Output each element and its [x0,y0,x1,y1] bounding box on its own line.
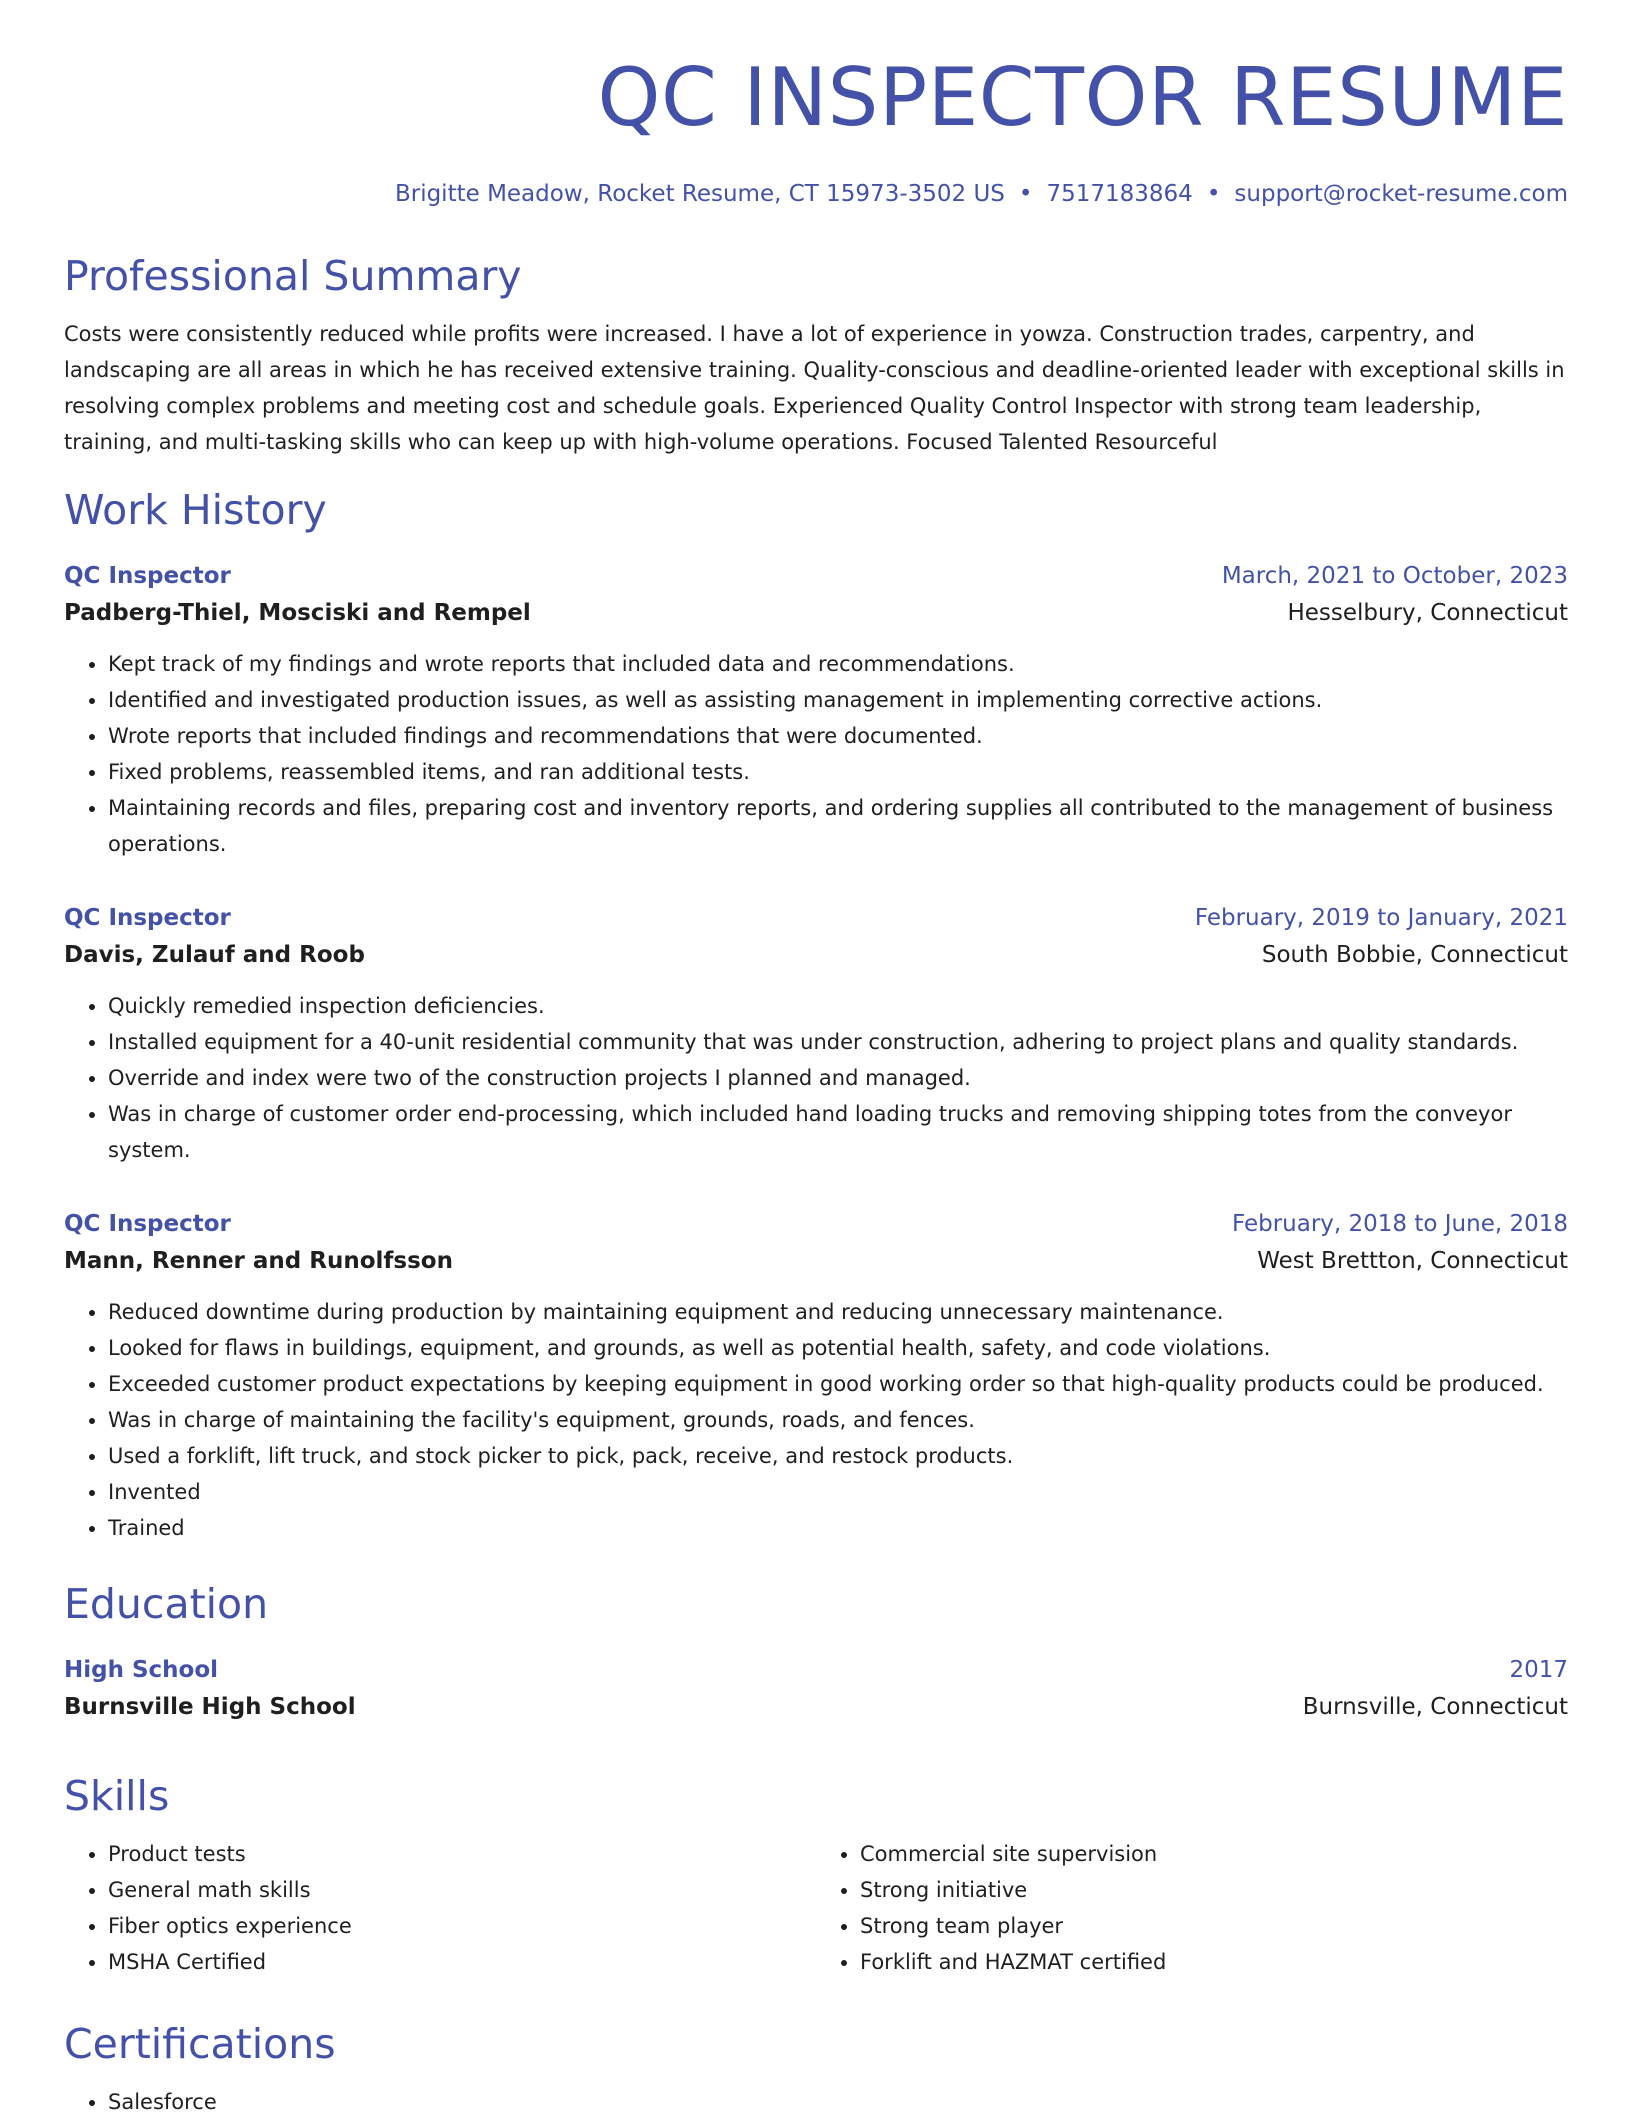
certifications-list [64,2084,1568,2120]
list-item: • Forklift and HAZMAT certified [860,1944,1568,1980]
list-item: • Kept track of my findings and wrote reports that included data and recommendations. [108,646,1568,682]
skills-column-left [64,1836,816,1980]
summary-text: Costs were consistently reduced while profits were increased. I have a lot of experience in yowza. Construction trades, carpentry, and landscaping are all areas in which he has received extensive training. Quality-conscious and deadline-oriented leader with exceptional skills in resolving complex problems and meeting cost and schedule goals. Experienced Quality Control Inspector with strong team leadership, training, and multi-tasking skills who can keep up with high-volume operations. Focused Talented Resourceful [64,322,1565,454]
contact-phone: 7517183864 [1046,181,1193,207]
list-item: • MSHA Certified [108,1944,816,1980]
list-item: • Fiber optics experience [108,1908,816,1944]
education-entry [64,1652,1568,1726]
list-item: • Used a forklift, lift truck, and stock picker to pick, pack, receive, and restock products. [108,1438,1568,1474]
skills-heading: Skills [64,1772,170,1820]
job-location: West Brettton, Connecticut [1257,1248,1568,1274]
job-bullets [64,1294,1568,1546]
list-item: • Was in charge of customer order end-processing, which included hand loading trucks and removing shipping totes from the conveyor system. [108,1096,1568,1168]
job-location: South Bobbie, Connecticut [1261,942,1568,968]
job-entry [64,900,1568,1168]
contact-separator: • [1206,181,1221,207]
list-item: • Invented [108,1474,1568,1510]
job-bullets [64,646,1568,862]
list-item: • Strong team player [860,1908,1568,1944]
education-school: Burnsville High School [64,1694,356,1720]
job-title: QC Inspector [64,905,231,931]
list-item: • Override and index were two of the construction projects I planned and managed. [108,1060,1568,1096]
job-dates: March, 2021 to October, 2023 [1221,563,1568,589]
list-item: • General math skills [108,1872,816,1908]
contact-separator: • [1018,181,1033,207]
certifications-heading: Certifications [64,2020,336,2068]
job-title: QC Inspector [64,563,231,589]
job-dates: February, 2019 to January, 2021 [1194,905,1568,931]
education-location: Burnsville, Connecticut [1302,1694,1568,1720]
resume-title: QC INSPECTOR RESUME [597,51,1568,144]
contact-line [64,178,1568,210]
job-bullets [64,988,1568,1168]
list-item: • Looked for flaws in buildings, equipment, and grounds, as well as potential health, safety, and code violations. [108,1330,1568,1366]
job-location: Hesselbury, Connecticut [1287,600,1568,626]
skills-column-right [816,1836,1568,1980]
list-item: • Reduced downtime during production by maintaining equipment and reducing unnecessary maintenance. [108,1294,1568,1330]
skills-grid [64,1836,1568,1980]
job-company: Davis, Zulauf and Roob [64,942,365,968]
work-history-heading: Work History [64,486,327,534]
contact-email: support@rocket-resume.com [1234,181,1568,207]
list-item: • Was in charge of maintaining the facility's equipment, grounds, roads, and fences. [108,1402,1568,1438]
list-item: • Strong initiative [860,1872,1568,1908]
job-entry [64,1206,1568,1546]
education-degree: High School [64,1657,219,1683]
list-item: • Commercial site supervision [860,1836,1568,1872]
job-company: Padberg-Thiel, Mosciski and Rempel [64,600,531,626]
summary-heading: Professional Summary [64,252,522,300]
list-item: • Trained [108,1510,1568,1546]
list-item: • Maintaining records and files, preparing cost and inventory reports, and ordering supplies all contributed to the management of business operations. [108,790,1568,862]
list-item: • Fixed problems, reassembled items, and ran additional tests. [108,754,1568,790]
list-item: • Identified and investigated production issues, as well as assisting management in implementing corrective actions. [108,682,1568,718]
education-heading: Education [64,1580,269,1628]
list-item: • Salesforce [108,2084,1568,2120]
job-title: QC Inspector [64,1211,231,1237]
list-item: • Quickly remedied inspection deficiencies. [108,988,1568,1024]
education-year: 2017 [1509,1657,1568,1683]
list-item: • Installed equipment for a 40-unit residential community that was under construction, adhering to project plans and quality standards. [108,1024,1568,1060]
job-company: Mann, Renner and Runolfsson [64,1248,453,1274]
list-item: • Product tests [108,1836,816,1872]
contact-address: Brigitte Meadow, Rocket Resume, CT 15973-3502 US [394,181,1005,207]
job-entry [64,558,1568,862]
list-item: • Exceeded customer product expectations by keeping equipment in good working order so that high-quality products could be produced. [108,1366,1568,1402]
job-dates: February, 2018 to June, 2018 [1231,1211,1568,1237]
list-item: • Wrote reports that included findings and recommendations that were documented. [108,718,1568,754]
